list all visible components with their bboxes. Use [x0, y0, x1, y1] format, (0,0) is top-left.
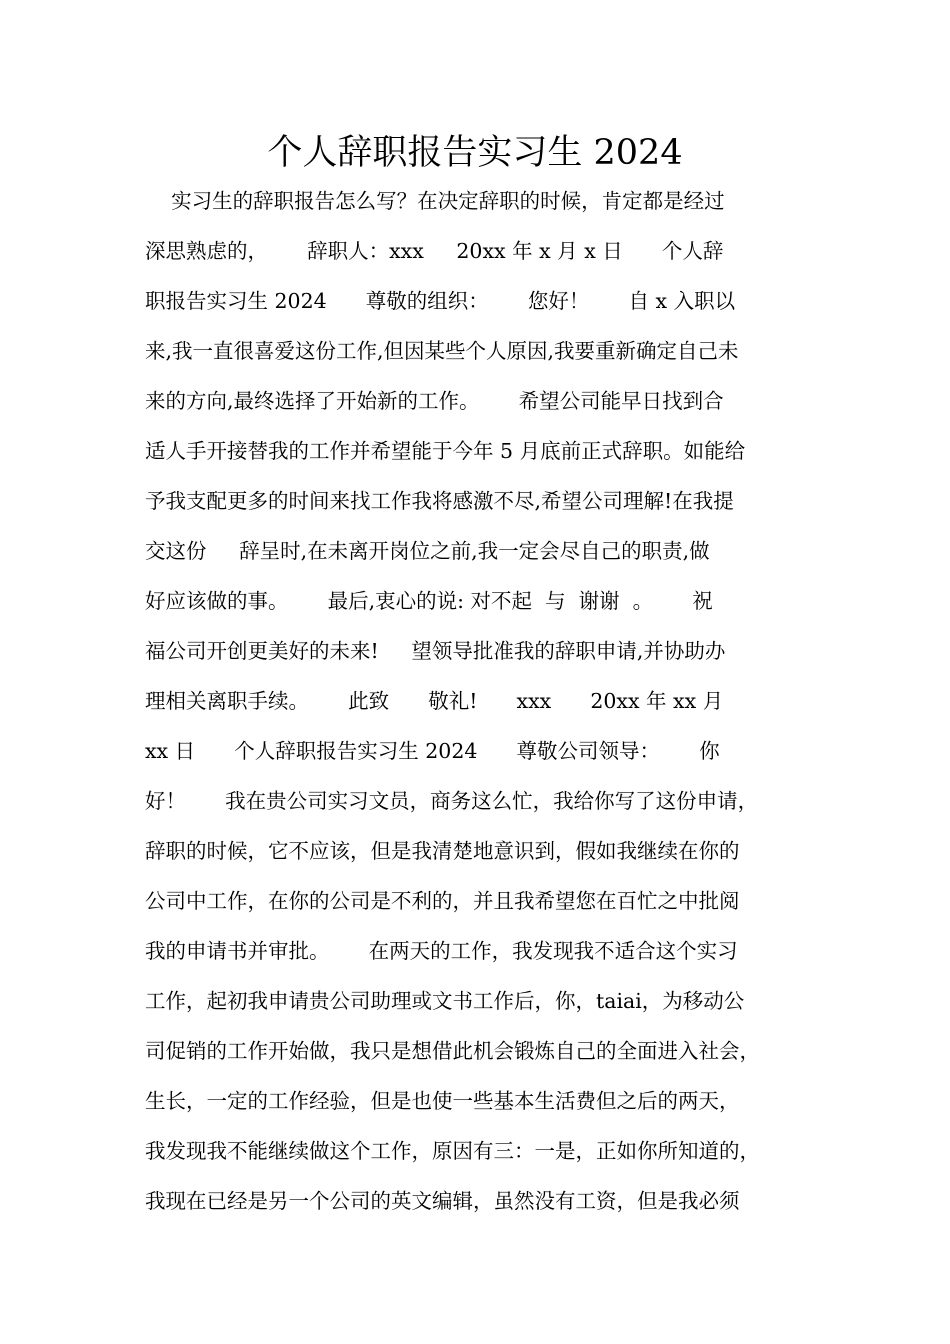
body-line: 适人手开接替我的工作并希望能于今年 5 月底前正式辞职。如能给	[145, 439, 746, 463]
body-line: 理相关离职手续。 此致 敬礼! xxx 20xx 年 xx 月	[145, 689, 724, 713]
body-line: 来,我一直很喜爱这份工作,但因某些个人原因,我要重新确定自己未	[145, 339, 739, 363]
body-line: 工作，起初我申请贵公司助理或文书工作后，你，taiai，为移动公	[145, 989, 745, 1013]
body-line: xx 日 个人辞职报告实习生 2024 尊敬公司领导： 你	[145, 739, 720, 763]
body-line: 好！ 我在贵公司实习文员，商务这么忙，我给你写了这份申请，	[145, 789, 759, 813]
body-line: 职报告实习生 2024 尊敬的组织： 您好！ 自 x 入职以	[145, 289, 736, 313]
body-line: 生长，一定的工作经验，但是也使一些基本生活费但之后的两天，	[145, 1089, 740, 1113]
body-line: 司促销的工作开始做，我只是想借此机会锻炼自己的全面进入社会，	[145, 1039, 760, 1063]
body-line: 深思熟虑的， 辞职人：xxx 20xx 年 x 月 x 日 个人辞	[145, 239, 724, 263]
body-line: 实习生的辞职报告怎么写？在决定辞职的时候，肯定都是经过	[145, 189, 725, 213]
body-line: 来的方向,最终选择了开始新的工作。 希望公司能早日找到合	[145, 389, 724, 413]
body-line: 辞职的时候，它不应该，但是我清楚地意识到，假如我继续在你的	[145, 839, 740, 863]
body-line: 我发现我不能继续做这个工作，原因有三：一是，正如你所知道的，	[145, 1139, 760, 1163]
body-line: 公司中工作，在你的公司是不利的，并且我希望您在百忙之中批阅	[145, 889, 740, 913]
body-line: 予我支配更多的时间来找工作我将感激不尽,希望公司理解!在我提	[145, 489, 734, 513]
body-line: 好应该做的事。 最后,衷心的说: 对不起 与 谢谢 。 祝	[145, 589, 713, 613]
body-line: 我的申请书并审批。 在两天的工作，我发现我不适合这个实习	[145, 939, 738, 963]
document-body	[145, 176, 810, 1226]
body-line: 交这份 辞呈时,在未离开岗位之前,我一定会尽自己的职责,做	[145, 539, 710, 563]
document-title: 个人辞职报告实习生 2024	[267, 133, 683, 173]
body-line: 福公司开创更美好的未来! 望领导批准我的辞职申请,并协助办	[145, 639, 726, 663]
body-line: 我现在已经是另一个公司的英文编辑，虽然没有工资，但是我必须	[145, 1189, 740, 1213]
